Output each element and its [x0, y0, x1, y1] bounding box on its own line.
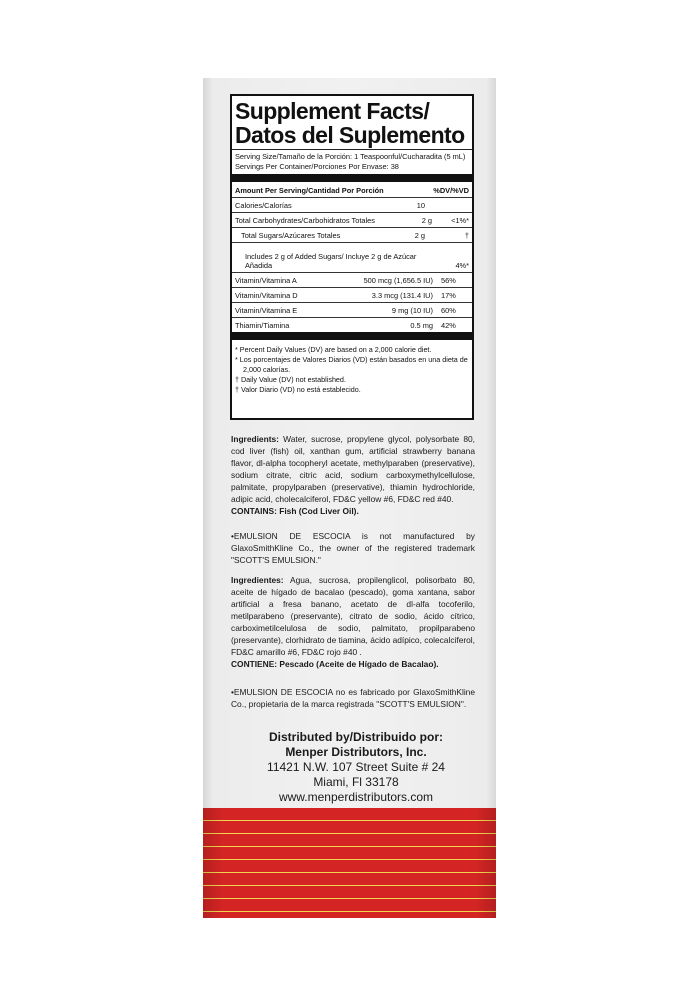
- contains-es: CONTIENE: Pescado (Aceite de Hígado de Bacalao).: [231, 659, 439, 669]
- facts-header-row: [232, 184, 472, 198]
- nutrient-name: Includes 2 g of Added Sugars/ Incluye 2 g de Azúcar Añadida: [245, 252, 417, 270]
- footnote: * Los porcentajes de Valores Diarios (VD) están basados en una dieta de 2,000 calorías.: [235, 355, 468, 374]
- footnote: † Valor Diario (VD) no está establecido.: [235, 385, 361, 394]
- footnote: † Daily Value (DV) not established.: [235, 375, 346, 384]
- ingredients-es-label: Ingredientes:: [231, 575, 284, 585]
- nutrient-name: Calories/Calorías: [235, 200, 292, 210]
- nutrient-dv: 4%*: [455, 261, 469, 270]
- supplement-facts-panel: [230, 94, 474, 420]
- ingredients-es-text: Agua, sucrosa, propilenglicol, polisorbato 80, aceite de hígado de bacalao (pescado), goma xantana, sabor artificial a fresa banano, acetato de dl-alfa tocoferilo, metilparabeno (preservante), citrato de sodio, ácido cítrico, carboximetilcelulosa de sodio, palmitato, propilparabeno (preservante), clorhidrato de tiamina, ácido adípico, colecalciferol, FD&C amarillo #6, FD&C rojo #40 .: [231, 575, 475, 657]
- nutrient-dv: †: [464, 230, 469, 240]
- vitamin-row: [232, 318, 472, 332]
- nutrient-amount: 2 g: [414, 230, 425, 240]
- distributor-website: www.menperdistributors.com: [278, 790, 434, 804]
- amount-per-serving-label: Amount Per Serving/Cantidad Por Porción: [235, 186, 384, 195]
- vitamin-amount: 3.3 mcg (131.4 IU): [371, 290, 433, 300]
- vitamin-amount: 0.5 mg: [410, 320, 433, 330]
- vitamin-row: [232, 303, 472, 318]
- nutrient-name: Total Sugars/Azúcares Totales: [241, 230, 341, 240]
- dv-header: %DV/%VD: [433, 186, 469, 195]
- stripe-shading: [203, 808, 496, 918]
- vitamin-dv: 60%: [441, 305, 456, 315]
- nutrient-row: [232, 228, 472, 243]
- vitamin-dv: 17%: [441, 290, 456, 300]
- distributor-address-line2: Miami, Fl 33178: [313, 775, 399, 789]
- red-yellow-stripe-band: [203, 808, 496, 918]
- ingredients-en-text: Water, sucrose, propylene glycol, polysorbate 80, cod liver (fish) oil, xanthan gum, artificial strawberry banana flavor, dl-alpha tocopheryl acetate, methylparaben (preservative), sodium citrate, citric acid, sodium carboxymethylcellulose, palmitate, propylparaben (preservative), thiamin hydrochloride, adipic acid, cholecalciferol, FD&C yellow #6, FD&C red #40.: [231, 434, 475, 504]
- vitamin-row: [232, 288, 472, 303]
- vitamin-dv: 56%: [441, 275, 456, 285]
- vitamin-name: Vitamin/Vitamina D: [235, 290, 298, 300]
- vitamin-row: [232, 273, 472, 288]
- nutrient-name: Total Carbohydrates/Carbohidratos Totales: [235, 215, 375, 225]
- vitamin-name: Vitamin/Vitamina E: [235, 305, 298, 315]
- thick-divider: [232, 332, 472, 340]
- ingredients-en-label: Ingredients:: [231, 434, 279, 444]
- footnotes: [235, 342, 469, 395]
- distributor-label: Distributed by/Distribuido por:: [269, 730, 443, 744]
- servings-per-container: Servings Per Container/Porciones Por Envase: 38: [235, 162, 399, 171]
- facts-title-es: Datos del Suplemento: [235, 122, 465, 148]
- nutrient-row: [232, 198, 472, 213]
- disclaimer-es: •EMULSION DE ESCOCIA no es fabricado por GlaxoSmithKline Co., propietaria de la marca registrada "SCOTT'S EMULSION".: [231, 687, 475, 709]
- product-label-panel: [203, 78, 496, 918]
- distributor-name: Menper Distributors, Inc.: [285, 745, 427, 759]
- nutrient-dv: <1%*: [451, 215, 469, 225]
- nutrient-amount: 2 g: [421, 215, 433, 225]
- footnote: * Percent Daily Values (DV) are based on a 2,000 calorie diet.: [235, 345, 432, 354]
- ingredients-es: [231, 574, 475, 670]
- vitamin-dv: 42%: [441, 320, 456, 330]
- serving-size: Serving Size/Tamaño de la Porción: 1 Teaspoonful/Cucharadita (5 mL): [235, 152, 466, 161]
- vitamin-name: Vitamin/Vitamina A: [235, 275, 297, 285]
- facts-title-en: Supplement Facts/: [235, 98, 430, 124]
- nutrient-row: [232, 243, 472, 273]
- vitamin-amount: 500 mcg (1,656.5 IU): [363, 275, 433, 285]
- contains-en: CONTAINS: Fish (Cod Liver Oil).: [231, 506, 359, 516]
- vitamin-name: Thiamin/Tiamina: [235, 320, 290, 330]
- distributor-address-line1: 11421 N.W. 107 Street Suite # 24: [267, 760, 445, 774]
- ingredients-en: [231, 433, 475, 517]
- nutrient-row: [232, 213, 472, 228]
- disclaimer-en: •EMULSION DE ESCOCIA is not manufactured by GlaxoSmithKline Co., the owner of the registered trademark "SCOTT'S EMULSION.": [231, 531, 475, 565]
- vitamin-amount: 9 mg (10 IU): [391, 305, 433, 315]
- thick-divider: [232, 174, 472, 182]
- divider: [232, 149, 472, 150]
- nutrient-amount: 10: [416, 200, 425, 210]
- distributor-block: [231, 730, 481, 805]
